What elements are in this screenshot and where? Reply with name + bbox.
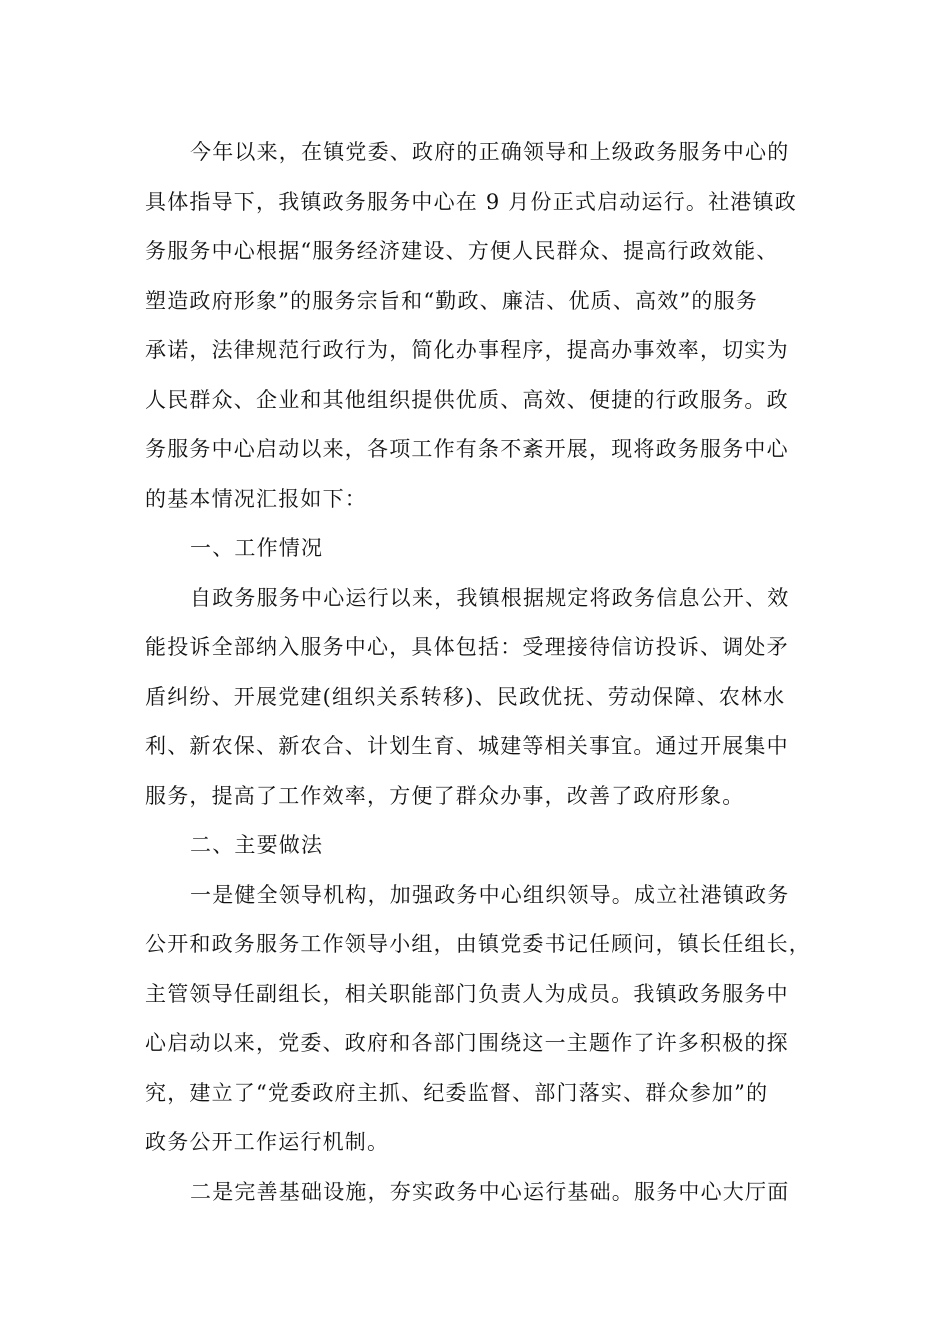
paragraph-method-2: [145, 1168, 825, 1218]
text-line: 公开和政务服务工作领导小组，由镇党委书记任顾问，镇长任组长，: [145, 932, 811, 956]
text-line: 承诺，法律规范行政行为，简化办事程序，提高办事效率，切实为: [145, 338, 789, 362]
text-line: 务服务中心启动以来，各项工作有条不紊开展，现将政务服务中心: [145, 437, 789, 461]
text-line: 人民群众、企业和其他组织提供优质、高效、便捷的行政服务。政: [145, 387, 789, 412]
text-line: 服务，提高了工作效率，方便了群众办事，改善了政府形象。: [145, 783, 745, 808]
text-line: 能投诉全部纳入服务中心，具体包括：受理接待信访投诉、调处矛: [145, 635, 789, 659]
text-line: 务服务中心根据“服务经济建设、方便人民群众、提高行政效能、: [145, 239, 779, 263]
text-line: 政务公开工作运行机制。: [145, 1130, 390, 1154]
paragraph-work: [145, 574, 825, 822]
text-line: 具体指导下，我镇政务服务中心在 9 月份正式启动运行。社港镇政: [145, 189, 797, 214]
document-body: [145, 128, 825, 1217]
text-line: 究，建立了“党委政府主抓、纪委监督、部门落实、群众参加”的: [145, 1080, 769, 1105]
text-line: 主管领导任副组长，相关职能部门负责人为成员。我镇政务服务中: [145, 981, 789, 1006]
text-line: 一是健全领导机构，加强政务中心组织领导。成立社港镇政务: [190, 882, 790, 907]
text-line: 利、新农保、新农合、计划生育、城建等相关事宜。通过开展集中: [145, 734, 789, 758]
text-line: 的基本情况汇报如下：: [145, 486, 367, 511]
section-heading-work-status: 一、工作情况: [190, 536, 324, 560]
text-line: 今年以来，在镇党委、政府的正确领导和上级政务服务中心的: [190, 140, 790, 164]
text-line: 二是完善基础设施，夯实政务中心运行基础。服务中心大厅面: [190, 1179, 790, 1204]
text-line: 自政务服务中心运行以来，我镇根据规定将政务信息公开、效: [190, 585, 790, 610]
text-line: 盾纠纷、开展党建(组织关系转移)、民政优抚、劳动保障、农林水: [145, 684, 786, 709]
paragraph-intro: [145, 128, 825, 524]
text-line: 塑造政府形象”的服务宗旨和“勤政、廉洁、优质、高效”的服务: [145, 288, 759, 313]
text-line: 心启动以来，党委、政府和各部门围绕这一主题作了许多积极的探: [145, 1031, 789, 1055]
section-heading-main-methods: 二、主要做法: [190, 833, 324, 857]
paragraph-method-1: [145, 871, 825, 1168]
